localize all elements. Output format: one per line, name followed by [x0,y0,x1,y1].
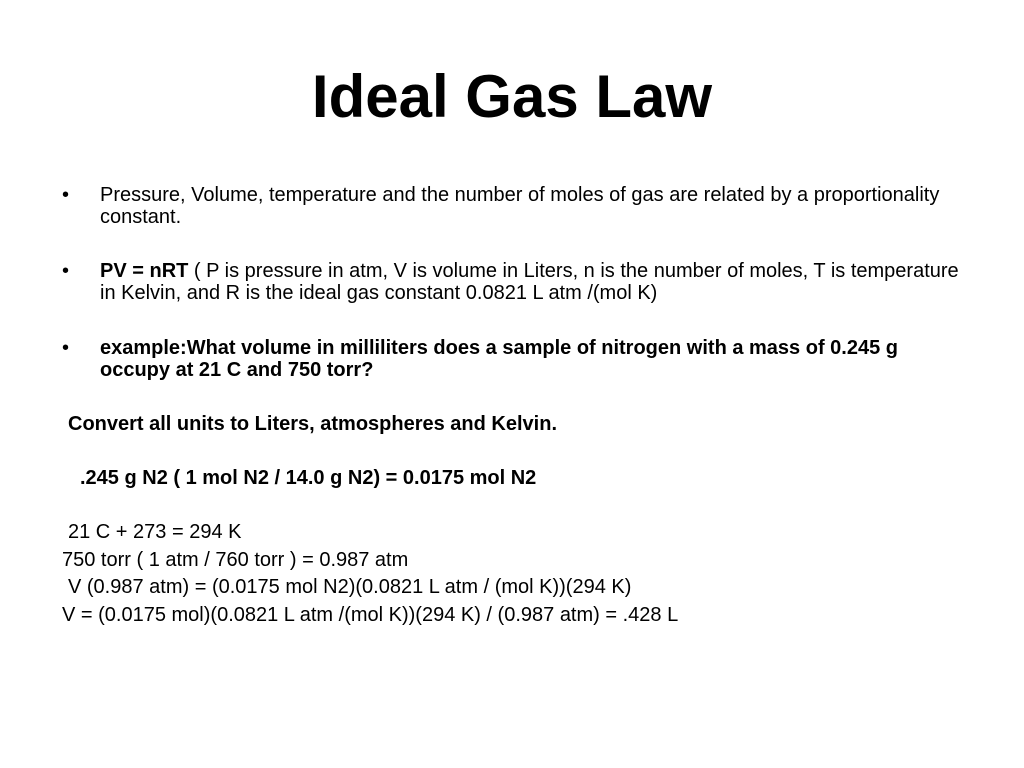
bullet-dot-icon: • [62,184,70,206]
step-equation: V (0.987 atm) = (0.0175 mol N2)(0.0821 L atm / (mol K))(294 K) [68,576,632,598]
step-pressure: 750 torr ( 1 atm / 760 torr ) = 0.987 atm [62,549,409,571]
convert-note: Convert all units to Liters, atmospheres and Kelvin. [68,413,557,435]
bullet-item-example [62,337,962,381]
moles-calculation: .245 g N2 ( 1 mol N2 / 14.0 g N2) = 0.0175 mol N2 [80,467,537,489]
step-temperature: 21 C + 273 = 294 K [68,521,242,543]
bullet-text [100,260,962,304]
slide-title: Ideal Gas Law [311,63,713,130]
example-question: example:What volume in milliliters does a sample of nitrogen with a mass of 0.245 g occupy at 21 C and 750 torr? [100,337,898,381]
bullet-dot-icon: • [62,260,70,282]
bullet-item-relation [62,184,962,228]
bullet-dot-icon: • [62,337,70,359]
bullet-text: Pressure, Volume, temperature and the number of moles of gas are related by a proportionality constant. [100,184,940,228]
equation-lead: PV = nRT [100,260,189,282]
bullet-item-equation [62,260,962,304]
step-result: V = (0.0175 mol)(0.0821 L atm /(mol K))(294 K) / (0.987 atm) = .428 L [62,604,679,626]
equation-description: ( P is pressure in atm, V is volume in Liters, n is the number of moles, T is temperature in Kelvin, and R is the ideal gas constant 0.0821 L atm /(mol K) [100,260,959,304]
